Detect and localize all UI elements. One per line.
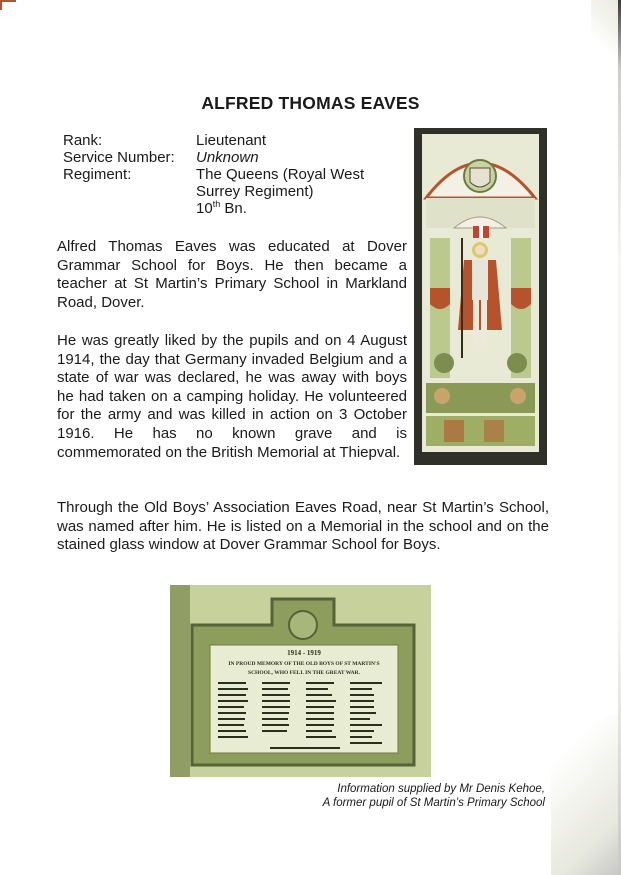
- credit-line: Information supplied by Mr Denis Kehoe,: [337, 783, 545, 795]
- stained-glass-window-image: [414, 128, 547, 465]
- detail-value: Unknown: [196, 149, 259, 166]
- svg-text:IN PROUD MEMORY OF THE OLD BOY: IN PROUD MEMORY OF THE OLD BOYS OF ST MARTIN'S: [228, 661, 380, 667]
- paragraph-education: Alfred Thomas Eaves was educated at Dover Grammar School for Boys. He then became a teacher at St Martin’s Primary School in Markland Road, Dover.: [57, 238, 407, 311]
- stained-glass-illustration: [414, 128, 547, 465]
- page-corner-decoration: [0, 0, 16, 10]
- page-curl-shadow: [591, 0, 621, 60]
- detail-label: Service Number:: [63, 149, 175, 166]
- detail-value: Lieutenant: [196, 132, 267, 149]
- regiment-line: Surrey Regiment): [196, 183, 314, 200]
- detail-row-rank: [63, 132, 411, 149]
- svg-text:1914 - 1919: 1914 - 1919: [287, 649, 321, 657]
- page-title: ALFRED THOMAS EAVES: [201, 93, 420, 113]
- memorial-plaque-image: [170, 585, 431, 777]
- paragraph-war-service: He was greatly liked by the pupils and on 4 August 1914, the day that Germany invaded Belgium and a state of war was declared, he was away with boys he had taken on a camping holiday. He volunteered for the army and was killed in action on 3 October 1916. He has no known grave and is commemorated on the British Memorial at Thiepval.: [57, 332, 407, 461]
- page-curl-shadow: [551, 715, 621, 875]
- credit-line: A former pupil of St Martin’s Primary School: [322, 797, 545, 809]
- service-details: [63, 132, 411, 217]
- detail-label: Regiment:: [63, 166, 132, 183]
- detail-row-regiment: [63, 166, 411, 217]
- regiment-line: The Queens (Royal West: [196, 166, 365, 183]
- detail-label: Rank:: [63, 132, 103, 149]
- paragraph-memorials: Through the Old Boys’ Association Eaves Road, near St Martin’s School, was named after him. He is listed on a Memorial in the school and on the stained glass window at Dover Grammar School for Boys.: [57, 499, 549, 554]
- information-credit: [245, 782, 545, 810]
- memorial-plaque-illustration: [170, 585, 431, 777]
- svg-text:SCHOOL, WHO FELL IN THE GREAT: SCHOOL, WHO FELL IN THE GREAT WAR.: [248, 670, 360, 676]
- battalion: 10th Bn.: [196, 199, 247, 217]
- detail-value: [196, 166, 411, 217]
- detail-row-service-number: [63, 149, 411, 166]
